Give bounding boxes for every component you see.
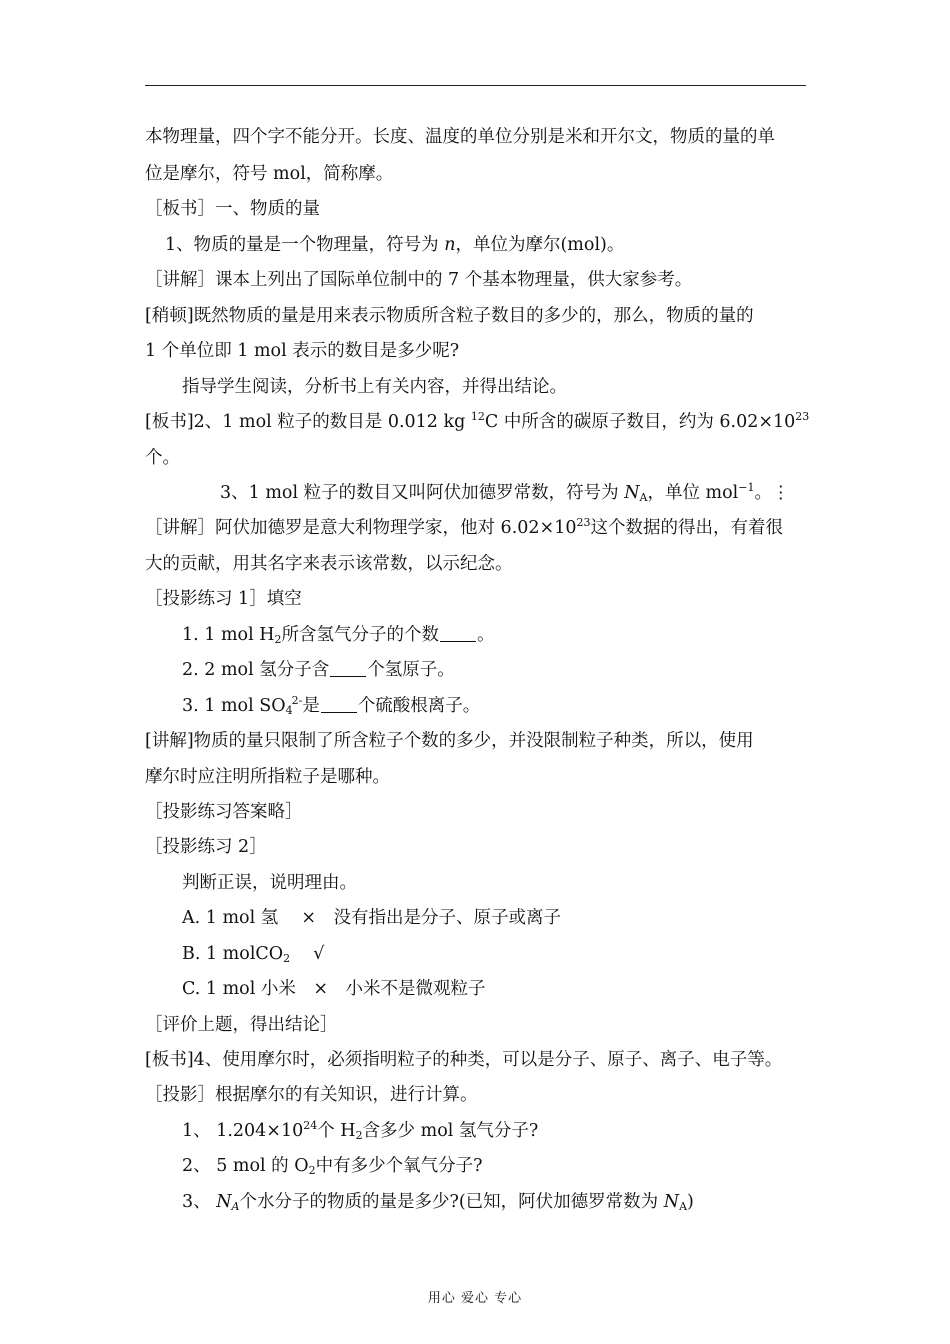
text-line: 摩尔时应注明所指粒子是哪种。: [145, 767, 390, 787]
text-line: ［讲解］课本上列出了国际单位制中的 7 个基本物理量，供大家参考。: [145, 270, 693, 290]
text-line: 1. 1 mol $H_2$所含氢气分子的个数 。: [182, 620, 495, 650]
header-rule: [145, 85, 806, 86]
text-line: 1、 $1.204\times 10^{24}$个 $H_2$含多少 mol 氢气分子?: [182, 1119, 539, 1142]
text-line: ［投影练习 2］: [145, 837, 267, 857]
text-line: 个。: [145, 448, 180, 468]
text-line: [稍顿]既然物质的量是用来表示物质所含粒子数目的多少的，那么，物质的量的: [145, 306, 754, 326]
text-line: ［投影练习答案略］: [145, 802, 303, 822]
text-line: ［评价上题，得出结论］: [145, 1015, 338, 1035]
answer-blank: [330, 656, 366, 677]
text-line: ［板书］一、物质的量: [145, 199, 320, 219]
text-line: B. 1 molCO$_2$ √: [182, 944, 325, 965]
text-line: 3. 1 mol $SO_4^{2-}$是 个硫酸根离子。: [182, 694, 481, 717]
text-line: 位是摩尔，符号 mol，简称摩。: [145, 164, 394, 184]
text-line: 2、 5 mol 的 $O_2$中有多少个氧气分子?: [182, 1156, 483, 1177]
answer-blank: [440, 621, 476, 642]
text-line: ［投影］根据摩尔的有关知识，进行计算。: [145, 1085, 478, 1105]
text-line: [板书]4、使用摩尔时，必须指明粒子的种类，可以是分子、原子、离子、电子等。: [145, 1050, 783, 1070]
text-line: 1 个单位即 1 mol 表示的数目是多少呢?: [145, 341, 460, 361]
text-line: [板书]2、1 mol 粒子的数目是 0.012 kg $^{12}$C 中所含的碳原子数目，约为 $6.02\times 10^{23}$: [145, 410, 810, 432]
page-footer: 用心 爱心 专心: [427, 1291, 523, 1306]
text-line: 1、物质的量是一个物理量，符号为 n，单位为摩尔(mol)。: [165, 235, 625, 255]
text-line: ［讲解］阿伏加德罗是意大利物理学家，他对 $6.02\times 10^{23}$这个数据的得出，有着很: [145, 516, 783, 538]
text-line: 指导学生阅读，分析书上有关内容，并得出结论。: [182, 377, 567, 397]
text-line: 大的贡献，用其名字来表示该常数，以示纪念。: [145, 554, 513, 574]
text-line: 3、1 mol 粒子的数目又叫阿伏加德罗常数，符号为 $N_A$，单位 mol$^{-1}$。⋮: [220, 481, 790, 504]
text-line: ［投影练习 1］填空: [145, 589, 302, 609]
answer-blank: [321, 692, 357, 713]
text-line: C. 1 mol 小米 × 小米不是微观粒子: [182, 979, 486, 999]
text-line: 2. 2 mol 氢分子含 个氢原子。: [182, 655, 455, 685]
text-line: 本物理量，四个字不能分开。长度、温度的单位分别是米和开尔文，物质的量的单: [145, 127, 775, 147]
text-line: [讲解]物质的量只限制了所含粒子个数的多少，并没限制粒子种类，所以，使用: [145, 731, 754, 751]
text-line: A. 1 mol 氢 × 没有指出是分子、原子或离子: [182, 908, 561, 928]
text-line: 3、 $N_A$个水分子的物质的量是多少?(已知，阿伏加德罗常数为 $N_A$): [182, 1192, 694, 1213]
text-line: 判断正误，说明理由。: [182, 873, 357, 893]
